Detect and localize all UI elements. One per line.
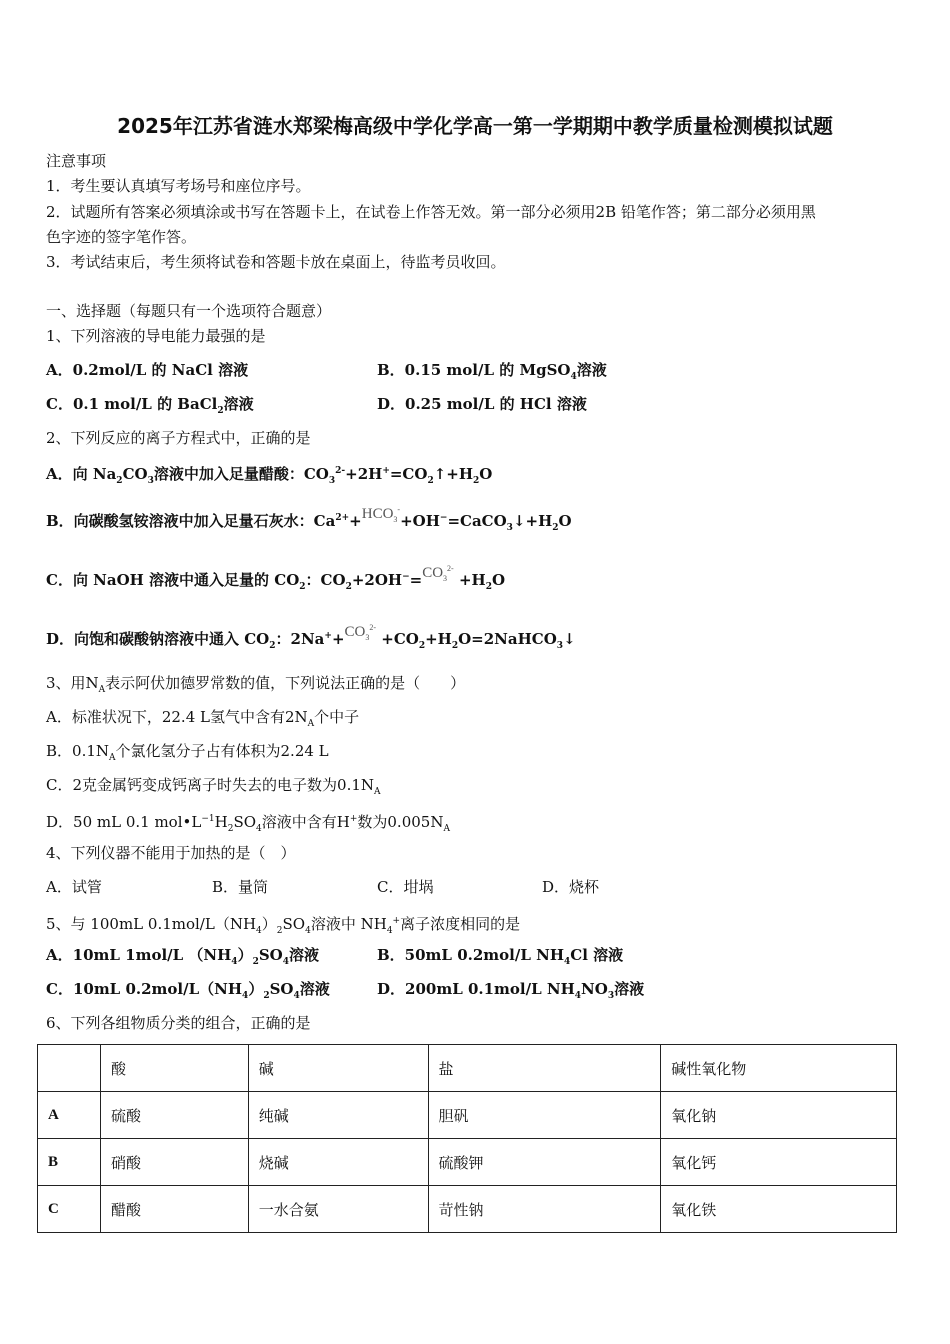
notice-heading: 注意事项 xyxy=(46,152,107,170)
table-row-label: B xyxy=(38,1139,101,1186)
q4-option-a: A．试管 xyxy=(46,878,102,896)
table-cell: 烧碱 xyxy=(248,1139,428,1186)
table-header-row xyxy=(38,1045,897,1092)
table-cell: 氧化钙 xyxy=(661,1139,897,1186)
q1-option-d: D．0.25 mol/L 的 HCl 溶液 xyxy=(377,395,587,413)
page-title: 2025年江苏省涟水郑梁梅高级中学化学高一第一学期期中教学质量检测模拟试题 xyxy=(117,114,833,138)
table-header-cell: 酸 xyxy=(100,1045,248,1092)
notice-item-3: 3．考试结束后，考生须将试卷和答题卡放在桌面上，待监考员收回。 xyxy=(46,253,506,271)
carbonate-ion-formula: $CO_3^{2-}$ xyxy=(422,564,454,583)
section-heading: 一、选择题（每题只有一个选项符合题意） xyxy=(46,302,332,320)
table-row xyxy=(38,1186,897,1233)
question-2-stem: 2、下列反应的离子方程式中，正确的是 xyxy=(46,429,311,447)
q1-option-a: A．0.2mol/L 的 NaCl 溶液 xyxy=(46,361,249,379)
table-header-cell: 碱性氧化物 xyxy=(661,1045,897,1092)
q2-option-b: B．向碳酸氢铵溶液中加入足量石灰水：$Ca^{2+}+HCO_3^-+OH^-=CaCO_3↓+H_2O$ xyxy=(46,505,572,533)
table-row-label: C xyxy=(38,1186,101,1233)
q4-option-d: D．烧杯 xyxy=(542,878,600,896)
question-5-stem: 5、与 100mL $0.1mol/L(NH_4)_2SO_4$溶液中 $NH_4^+$离子浓度相同的是 xyxy=(46,915,521,936)
question-4-stem: 4、下列仪器不能用于加热的是（ ） xyxy=(46,844,296,862)
table-cell: 一水合氨 xyxy=(248,1186,428,1233)
notice-item-1: 1．考生要认真填写考场号和座位序号。 xyxy=(46,177,311,195)
q3-option-a: A．标准状况下，22.4 L氢气中含有$2N_A$个中子 xyxy=(46,708,360,729)
table-header-cell xyxy=(38,1045,101,1092)
q5-option-d: D．200mL 0.1mol/L $NH_4NO_3$溶液 xyxy=(377,980,645,1001)
notice-item-2: 2．试题所有答案必须填涂或书写在答题卡上，在试卷上作答无效。第一部分必须用2B 铅笔作答；第二部分必须用黑 xyxy=(46,203,816,221)
table-cell: 胆矾 xyxy=(428,1092,661,1139)
q5-option-c: C．10mL $0.2mol/L(NH_4)_2SO_4$溶液 xyxy=(46,980,330,1001)
q1-option-c: C．0.1 mol/L 的 BaCl$_2$溶液 xyxy=(46,395,254,416)
q5-option-a: A．10mL 1mol/L $(NH_4)_2SO_4$溶液 xyxy=(46,946,320,967)
q4-option-c: C．坩埚 xyxy=(377,878,434,896)
q2-option-c: C．向 NaOH 溶液中通入足量的 $CO_2$：$CO_2+2OH^-=CO_3^{2-} +H_2O$ xyxy=(46,564,506,592)
table-header-cell: 碱 xyxy=(248,1045,428,1092)
table-cell: 硫酸钾 xyxy=(428,1139,661,1186)
table-row xyxy=(38,1092,897,1139)
question-6-stem: 6、下列各组物质分类的组合，正确的是 xyxy=(46,1014,311,1032)
q3-option-c: C．2克金属钙变成钙离子时失去的电子数为$0.1N_A$ xyxy=(46,776,381,797)
table-cell: 氧化铁 xyxy=(661,1186,897,1233)
notice-item-2-cont: 色字迹的签字笔作答。 xyxy=(46,228,197,246)
q4-option-b: B．量筒 xyxy=(212,878,269,896)
carbonate-ion-formula: $CO_3^{2-}$ xyxy=(344,623,377,642)
classification-table xyxy=(37,1044,897,1233)
table-row xyxy=(38,1139,897,1186)
table-cell: 纯碱 xyxy=(248,1092,428,1139)
table-cell: 醋酸 xyxy=(100,1186,248,1233)
table-row-label: A xyxy=(38,1092,101,1139)
q5-option-b: B．50mL 0.2mol/L $NH_4Cl$ 溶液 xyxy=(377,946,624,967)
table-cell: 硫酸 xyxy=(100,1092,248,1139)
table-header-cell: 盐 xyxy=(428,1045,661,1092)
q3-option-b: B．$0.1N_A$个氯化氢分子占有体积为2.24 L xyxy=(46,742,329,763)
question-3-stem: 3、用$N_A$表示阿伏加德罗常数的值，下列说法正确的是（ ） xyxy=(46,674,466,695)
table-cell: 硝酸 xyxy=(100,1139,248,1186)
table-cell: 苛性钠 xyxy=(428,1186,661,1233)
q1-option-b: B．0.15 mol/L 的 MgSO$_4$溶液 xyxy=(377,361,607,382)
q2-option-a: A．向 $Na_2CO_3$溶液中加入足量醋酸：$CO_3^{2-}+2H^+=CO_2↑+H_2O$ xyxy=(46,465,493,486)
q3-option-d: D．50 mL 0.1 $mol•L^{-1}H_2SO_4$溶液中含有H+数为$0.005N_A$ xyxy=(46,813,450,834)
question-1-stem: 1、下列溶液的导电能力最强的是 xyxy=(46,327,266,345)
table-cell: 氧化钠 xyxy=(661,1092,897,1139)
q2-option-d: D．向饱和碳酸钠溶液中通入 $CO_2$：$2Na^++CO_3^{2-}$ $+CO_2+H_2O=2NaHCO_3↓$ xyxy=(46,623,576,651)
bicarbonate-ion-formula: $HCO_3^-$ xyxy=(361,505,401,524)
